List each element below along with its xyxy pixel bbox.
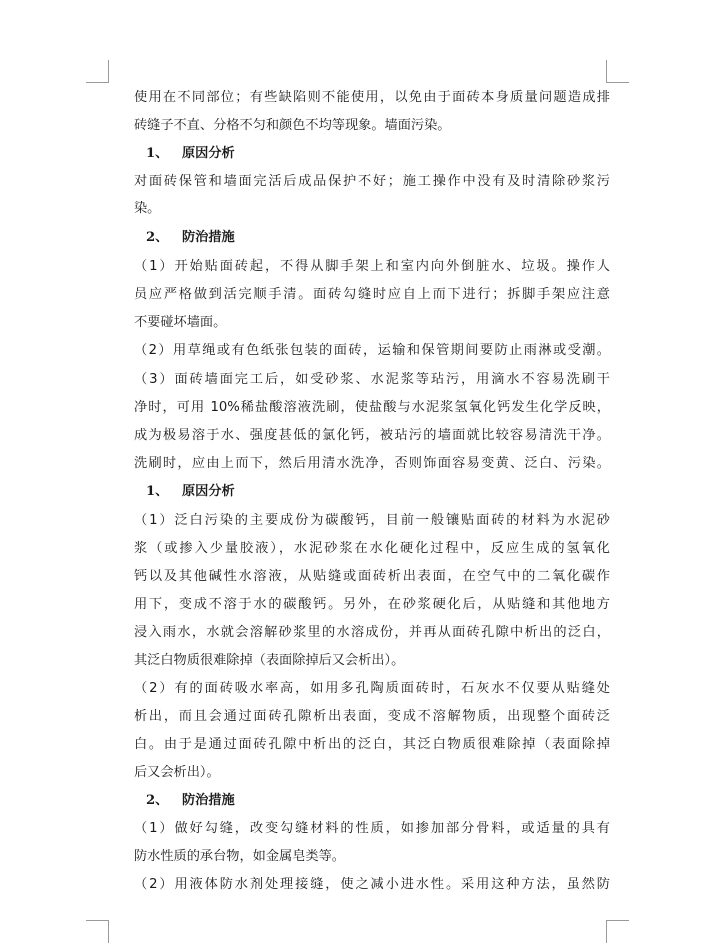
section-heading xyxy=(146,790,622,812)
page-corner-mark-bottom-right xyxy=(606,920,629,943)
text-line: （1）做好勾缝，改变勾缝材料的性质，如掺加部分骨料，或适量的具有 xyxy=(134,821,610,836)
page-corner-mark-bottom-left xyxy=(86,920,109,943)
text-line: 不要碰坏墙面。 xyxy=(134,315,227,330)
section-title: 原因分析 xyxy=(182,484,235,499)
text-line: 员应严格做到活完顺手清。面砖勾缝时应自上而下进行；拆脚手架应注意 xyxy=(134,287,610,302)
text-line: （2）用草绳或有色纸张包装的面砖，运输和保管期间要防止雨淋或受潮。 xyxy=(134,343,610,358)
text-line: 使用在不同部位；有些缺陷则不能使用，以免由于面砖本身质量问题造成排 xyxy=(134,90,610,105)
section-number: 2、 xyxy=(146,793,169,808)
text-line: （3）面砖墙面完工后，如受砂浆、水泥浆等玷污，用滴水不容易洗刷干 xyxy=(134,372,610,387)
text-line: 用下，变成不溶于水的碳酸钙。另外，在砂浆硬化后，从贴缝和其他地方 xyxy=(134,597,610,612)
text-line: 成为极易溶于水、强度甚低的氯化钙，被玷污的墙面就比较容易清洗干净。 xyxy=(134,428,610,443)
text-line: 析出，而且会通过面砖孔隙析出表面，变成不溶解物质，出现整个面砖泛 xyxy=(134,709,610,724)
text-line: 洗刷时，应由上而下，然后用清水洗净，否则饰面容易变黄、泛白、污染。 xyxy=(134,456,610,471)
text-line: 净时，可用 10%稀盐酸溶液洗刷，使盐酸与水泥浆氢氧化钙发生化学反映， xyxy=(134,400,610,415)
text-line: 其泛白物质很难除掉（表面除掉后又会析出）。 xyxy=(134,653,405,668)
text-line: 后又会析出）。 xyxy=(134,765,220,780)
section-title: 防治措施 xyxy=(182,793,235,808)
section-heading xyxy=(146,143,622,165)
section-number: 2、 xyxy=(146,230,169,245)
page-corner-mark-top-left xyxy=(86,60,109,83)
text-line: 浆（或掺入少量胶液），水泥砂浆在水化硬化过程中，反应生成的氢氧化 xyxy=(134,541,610,556)
text-line: 砖缝子不直、分格不匀和颜色不均等现象。墙面污染。 xyxy=(134,118,451,133)
section-heading xyxy=(146,227,622,249)
text-line: 防水性质的承台物，如金属皂类等。 xyxy=(134,849,345,864)
text-line: 白。由于是通过面砖孔隙中析出的泛白，其泛白物质很难除掉（表面除掉 xyxy=(134,737,610,752)
page-corner-mark-top-right xyxy=(606,60,629,83)
section-title: 防治措施 xyxy=(182,230,235,245)
text-line: （1）泛白污染的主要成份为碳酸钙，目前一般镶贴面砖的材料为水泥砂 xyxy=(134,513,610,528)
section-number: 1、 xyxy=(146,146,169,161)
section-number: 1、 xyxy=(146,484,169,499)
text-line: （2）有的面砖吸水率高，如用多孔陶质面砖时，石灰水不仅要从贴缝处 xyxy=(134,681,610,696)
text-line: 对面砖保管和墙面完活后成品保护不好；施工操作中没有及时清除砂浆污 xyxy=(134,174,610,189)
text-line: （2）用液体防水剂处理接缝，使之减小进水性。采用这种方法，虽然防 xyxy=(134,877,610,892)
section-heading xyxy=(146,481,622,503)
text-line: （1）开始贴面砖起，不得从脚手架上和室内向外倒脏水、垃圾。操作人 xyxy=(134,259,610,274)
section-title: 原因分析 xyxy=(182,146,235,161)
text-line: 钙以及其他碱性水溶液，从贴缝或面砖析出表面，在空气中的二氧化碳作 xyxy=(134,569,610,584)
text-line: 浸入雨水，水就会溶解砂浆里的水溶成份，并再从面砖孔隙中析出的泛白， xyxy=(134,625,610,640)
text-line: 染。 xyxy=(134,201,161,216)
